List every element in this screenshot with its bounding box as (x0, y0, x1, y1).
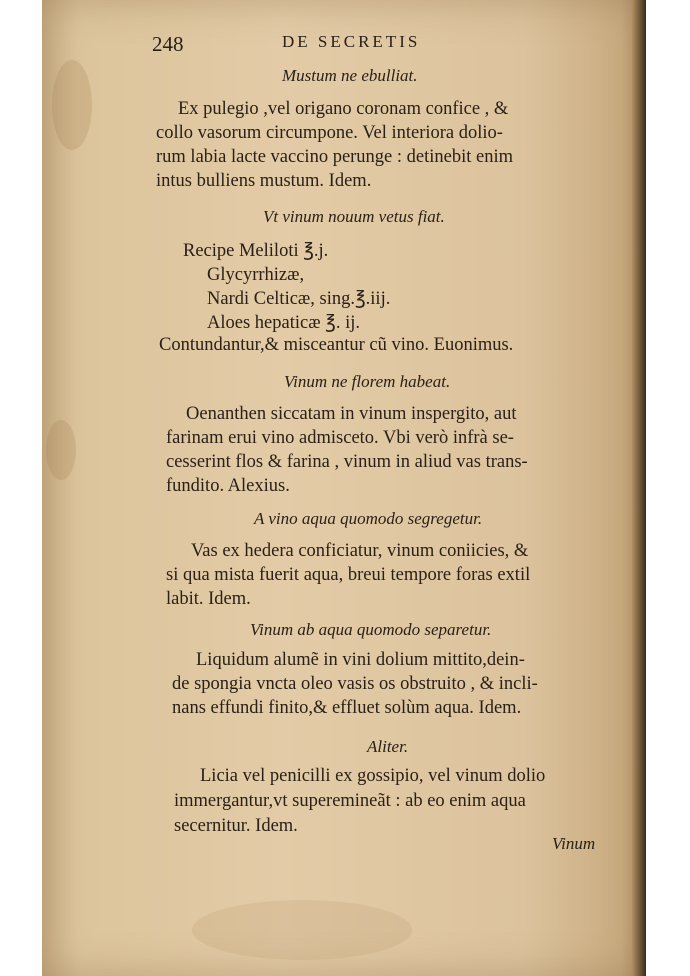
section-heading: Vt vinum nouum vetus fiat. (263, 207, 445, 226)
text-line: rum labia lacte vaccino perunge : detinebit enim (156, 147, 514, 167)
section-heading: Vinum ne florem habeat. (284, 372, 451, 391)
paper-stain (192, 900, 412, 960)
text-line: collo vasorum circumpone. Vel interiora dolio- (156, 123, 503, 143)
text-line: Oenanthen siccatam in vinum inspergito, aut (186, 404, 517, 424)
text-line: Licia vel penicilli ex gossipio, vel vinum dolio (200, 766, 546, 786)
text-line: Ex pulegio ,vel origano coronam confice , & (178, 99, 509, 119)
paper-stain (46, 420, 76, 480)
section-heading: Vinum ab aqua quomodo separetur. (250, 620, 492, 639)
text-line: Nardi Celticæ, sing.℥.iij. (207, 289, 391, 309)
text-line: cesserint flos & farina , vinum in aliud vas trans- (166, 452, 528, 472)
text-line: de spongia vncta oleo vasis os obstruito , & incli- (172, 674, 538, 694)
text-line: Glycyrrhizæ, (207, 265, 305, 285)
book-page (42, 0, 646, 976)
paper-stain (52, 60, 92, 150)
running-title: DE SECRETIS (282, 32, 421, 51)
text-line: fundito. Alexius. (166, 476, 290, 496)
text-line: immergantur,vt superemineãt : ab eo enim aqua (174, 791, 526, 811)
text-line: Contundantur,& misceantur cũ vino. Euonimus. (159, 335, 514, 355)
text-line: farinam erui vino admisceto. Vbi verò infrà se- (166, 428, 514, 448)
section-heading: A vino aqua quomodo segregetur. (254, 509, 483, 528)
text-line: Aloes hepaticæ ℥. ij. (207, 313, 361, 333)
section-heading: Mustum ne ebulliat. (282, 66, 418, 85)
text-line: Liquidum alumẽ in vini dolium mittito,dein- (196, 650, 525, 670)
text-line: labit. Idem. (166, 589, 251, 609)
text-line: secernitur. Idem. (174, 816, 298, 836)
text-line: Recipe Meliloti ℥.j. (183, 241, 329, 261)
section-heading: Aliter. (367, 737, 409, 756)
page-edge-shadow (632, 0, 646, 976)
text-line: si qua mista fuerit aqua, breui tempore foras extil (166, 565, 531, 585)
text-line: intus bulliens mustum. Idem. (156, 171, 372, 191)
text-line: Vas ex hedera conficiatur, vinum coniicies, & (191, 541, 529, 561)
catchword: Vinum (552, 834, 596, 853)
text-line: nans effundi finito,& effluet solùm aqua. Idem. (172, 698, 522, 718)
page-number: 248 (152, 32, 184, 56)
